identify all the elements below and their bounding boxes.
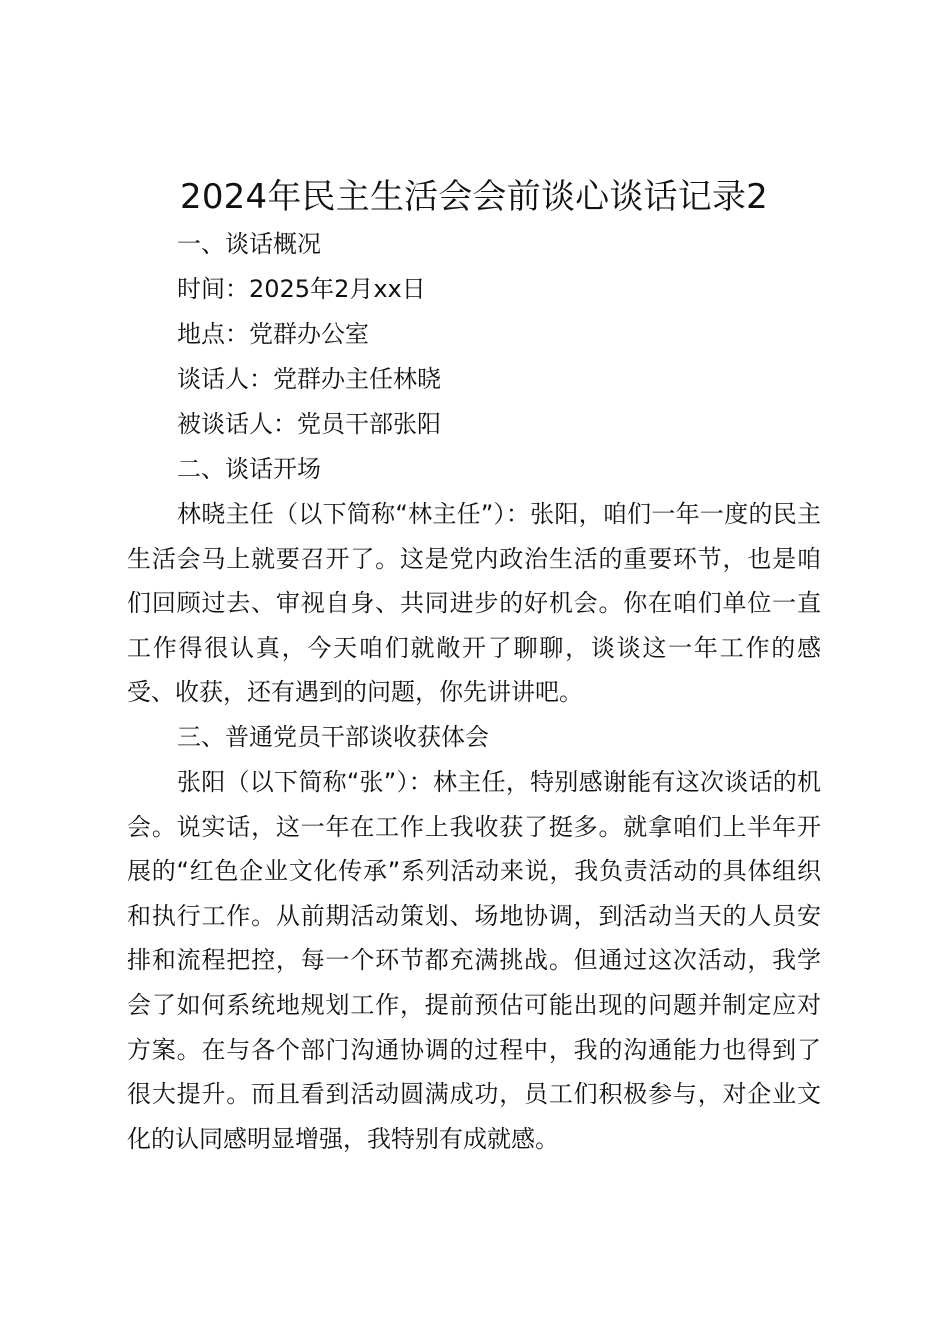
meeting-place: 地点：党群办公室	[177, 320, 369, 348]
meeting-time: 时间：2025年2月xx日	[177, 275, 426, 303]
interviewee: 被谈话人：党员干部张阳	[177, 410, 441, 438]
document-body	[127, 172, 821, 1161]
opening-paragraph: 林晓主任（以下简称“林主任”）：张阳，咱们一年一度的民主生活会马上就要召开了。这是党内政治生活的重要环节，也是咱们回顾过去、审视自身、共同进步的好机会。你在咱们单位一直工作得很认真，今天咱们就敞开了聊聊，谈谈这一年工作的感受、收获，还有遇到的问题，你先讲讲吧。	[127, 500, 821, 707]
section-heading-opening: 二、谈话开场	[177, 455, 321, 483]
interviewer: 谈话人：党群办主任林晓	[177, 365, 441, 393]
section-heading-overview: 一、谈话概况	[177, 230, 321, 258]
document-title: 2024年民主生活会会前谈心谈话记录2	[180, 177, 768, 217]
response-paragraph: 张阳（以下简称“张”）：林主任，特别感谢能有这次谈话的机会。说实话，这一年在工作上我收获了挺多。就拿咱们上半年开展的“红色企业文化传承”系列活动来说，我负责活动的具体组织和执行工作。从前期活动策划、场地协调，到活动当天的人员安排和流程把控，每一个环节都充满挑战。但通过这次活动，我学会了如何系统地规划工作，提前预估可能出现的问题并制定应对方案。在与各个部门沟通协调的过程中，我的沟通能力也得到了很大提升。而且看到活动圆满成功，员工们积极参与，对企业文化的认同感明显增强，我特别有成就感。	[127, 767, 821, 1153]
section-heading-gains: 三、普通党员干部谈收获体会	[177, 722, 489, 751]
